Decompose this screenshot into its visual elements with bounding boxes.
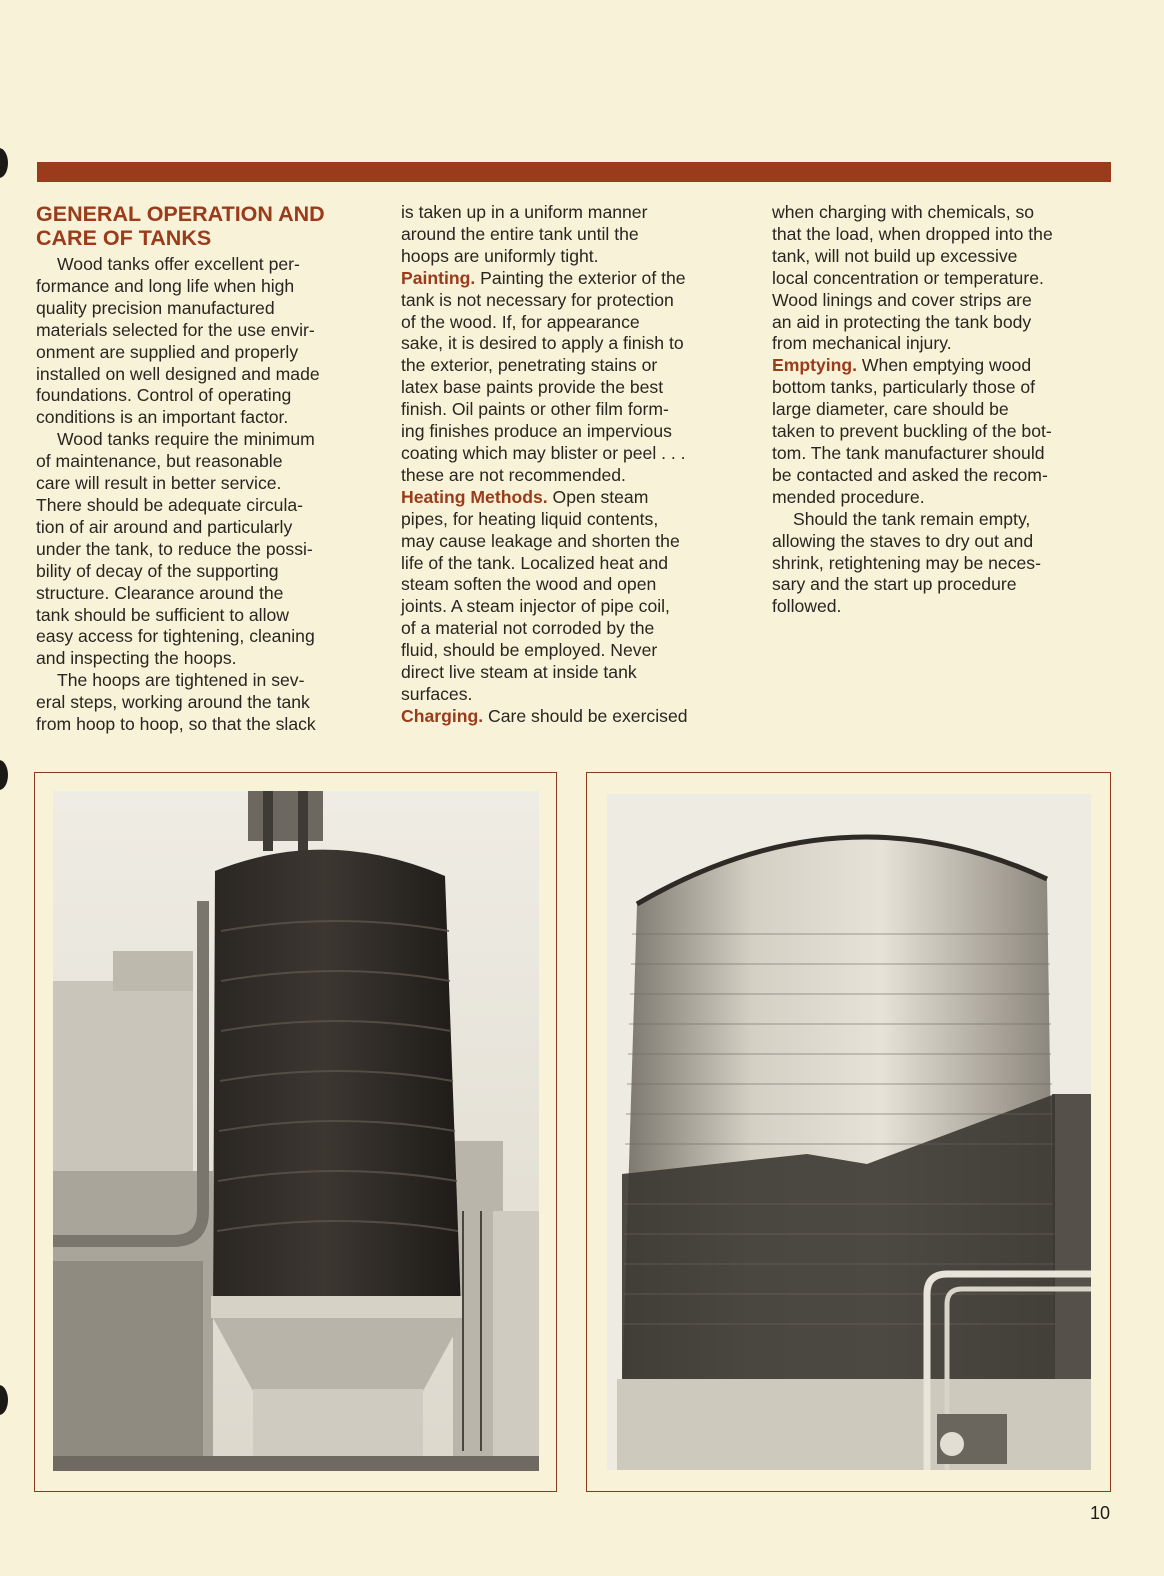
emptying-heading: Emptying. <box>772 355 858 376</box>
paragraph-hoops-continued: is taken up in a uniform manner around the entire tank until the hoops are uniformly tight. <box>401 202 648 266</box>
binder-hole-top <box>0 148 8 178</box>
wide-tank-illustration <box>607 794 1091 1470</box>
painting-heading: Painting. <box>401 267 476 288</box>
binder-hole-bottom <box>0 1385 8 1415</box>
photo-wide-wood-tank <box>607 794 1091 1470</box>
heating-methods-heading: Heating Methods. <box>401 486 548 507</box>
paragraph-hoops: The hoops are tightened in sev- eral steps, working around the tank from hoop to hoop, so that the slack <box>36 670 316 735</box>
paragraph-charging-continued: when charging with chemicals, so that the load, when dropped into the tank, will not build up excessive local concentration or temperature. Wood linings and cover strips are an aid in protecting the tank body from mechanical injury. <box>772 202 1053 354</box>
page-number: 10 <box>1090 1503 1111 1523</box>
emptying-text: When emptying wood bottom tanks, particularly those of large diameter, care should be taken to prevent buckling of the bot- tom. The tank manufacturer should be contacted and asked the recom- mended procedure. <box>772 355 1052 507</box>
section-heading: GENERAL OPERATION AND CARE OF TANKS <box>36 202 325 250</box>
heating-methods-text: Open steam pipes, for heating liquid contents, may cause leakage and shorten the life of the tank. Localized heat and steam soften the wood and open joints. A steam injector of pipe coil, of a material not corroded by the fluid, should be employed. Never direct live steam at inside tank surfaces. <box>401 486 680 704</box>
paragraph-intro: Wood tanks offer excellent per- formance and long life when high quality precision manufactured materials selected for the use envir- onment are supplied and properly installed on well designed and made foundations. Control of operating conditions is an important factor. <box>36 254 320 428</box>
charging-text: Care should be exercised <box>483 705 688 726</box>
paragraph-remain-empty: Should the tank remain empty, allowing the staves to dry out and shrink, retightening may be neces- sary and the start up procedure followed. <box>772 508 1041 617</box>
photo-frame-left <box>34 772 557 1492</box>
photo-tall-wood-tank <box>53 791 539 1471</box>
text-column-3 <box>772 202 1117 618</box>
paragraph-heating-methods <box>401 487 746 706</box>
painting-text: Painting the exterior of the tank is not necessary for protection of the wood. If, for appearance sake, it is desired to apply a finish to the exterior, penetrating stains or latex base paints provide the best finish. Oil paints or other film form- ing finishes produce an impervious coating which may blister or peel . . . these are not recommended. <box>401 267 686 485</box>
photo-frame-right <box>586 772 1111 1492</box>
paragraph-painting <box>401 268 746 487</box>
binder-hole-middle <box>0 760 8 790</box>
text-column-2 <box>401 202 746 728</box>
paragraph-emptying <box>772 355 1117 508</box>
charging-heading: Charging. <box>401 705 484 726</box>
tall-tank-illustration <box>53 791 539 1471</box>
header-rule-bar <box>37 162 1111 182</box>
paragraph-maintenance: Wood tanks require the minimum of maintenance, but reasonable care will result in better service. There should be adequate circula- tion of air around and particularly under the tank, to reduce the possi- bility of decay of the supporting structure. Clearance around the tank should be sufficient to allow easy access for tightening, cleaning and inspecting the hoops. <box>36 429 315 669</box>
paragraph-charging <box>401 706 746 728</box>
text-column-1 <box>36 202 381 736</box>
